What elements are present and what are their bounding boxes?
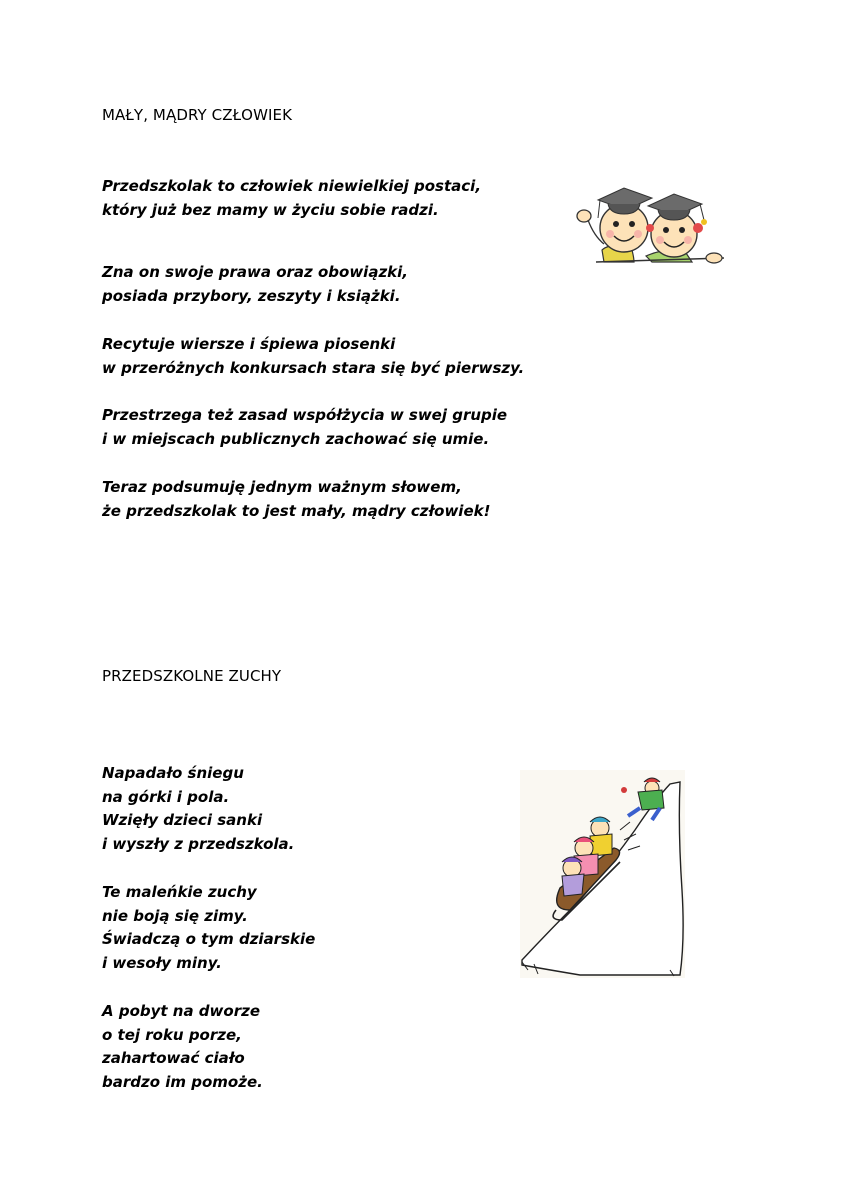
poem1-line: posiada przybory, zeszyty i książki. bbox=[102, 287, 401, 305]
poem2-line: i wyszły z przedszkola. bbox=[102, 835, 295, 854]
poem1-line: Recytuje wiersze i śpiewa piosenki bbox=[102, 335, 396, 353]
poem2-line: na górki i pola. bbox=[102, 787, 230, 806]
poem2-line: Te maleńkie zuchy bbox=[102, 883, 257, 901]
poem1-line: Zna on swoje prawa oraz obowiązki, bbox=[102, 263, 408, 281]
poem1-stanza-5 bbox=[102, 475, 490, 523]
poem2-line: Wzięły dzieci sanki bbox=[102, 811, 263, 830]
poem1-line: Przestrzega też zasad współżycia w swej grupie bbox=[102, 406, 508, 424]
poem1-title: MAŁY, MĄDRY CZŁOWIEK bbox=[102, 106, 293, 124]
poem2-line: Napadało śniegu bbox=[102, 764, 244, 782]
poem1-stanza-3 bbox=[102, 332, 524, 380]
poem1-stanza-1 bbox=[102, 174, 481, 222]
poem2-line: i wesoły miny. bbox=[102, 954, 222, 973]
poem2-line: Świadczą o tym dziarskie bbox=[102, 930, 316, 949]
poem2-title: PRZEDSZKOLNE ZUCHY bbox=[102, 667, 282, 685]
poem1-stanza-2 bbox=[102, 260, 408, 308]
poem1-line: w przeróżnych konkursach stara się być pierwszy. bbox=[102, 359, 525, 377]
poem2-stanza-3 bbox=[102, 1000, 263, 1095]
poem1-line: że przedszkolak to jest mały, mądry człowiek! bbox=[102, 502, 491, 520]
poem2-stanza-2 bbox=[102, 881, 315, 976]
poem1-line: i w miejscach publicznych zachować się umie. bbox=[102, 430, 490, 448]
poem2-line: zahartować ciało bbox=[102, 1049, 245, 1068]
poem1-line: Teraz podsumuję jednym ważnym słowem, bbox=[102, 478, 462, 496]
poem1-line: Przedszkolak to człowiek niewielkiej postaci, bbox=[102, 177, 482, 195]
poem2-line: o tej roku porze, bbox=[102, 1025, 242, 1044]
poem1-stanza-4 bbox=[102, 403, 507, 451]
poem2-line: nie boją się zimy. bbox=[102, 906, 248, 925]
graduation-kids-icon bbox=[574, 178, 730, 268]
poem1-line: który już bez mamy w życiu sobie radzi. bbox=[102, 201, 439, 219]
sledding-kids-icon bbox=[520, 770, 685, 978]
poem2-line: A pobyt na dworze bbox=[102, 1002, 261, 1020]
poem2-line: bardzo im pomoże. bbox=[102, 1073, 263, 1092]
poem2-stanza-1 bbox=[102, 762, 294, 857]
